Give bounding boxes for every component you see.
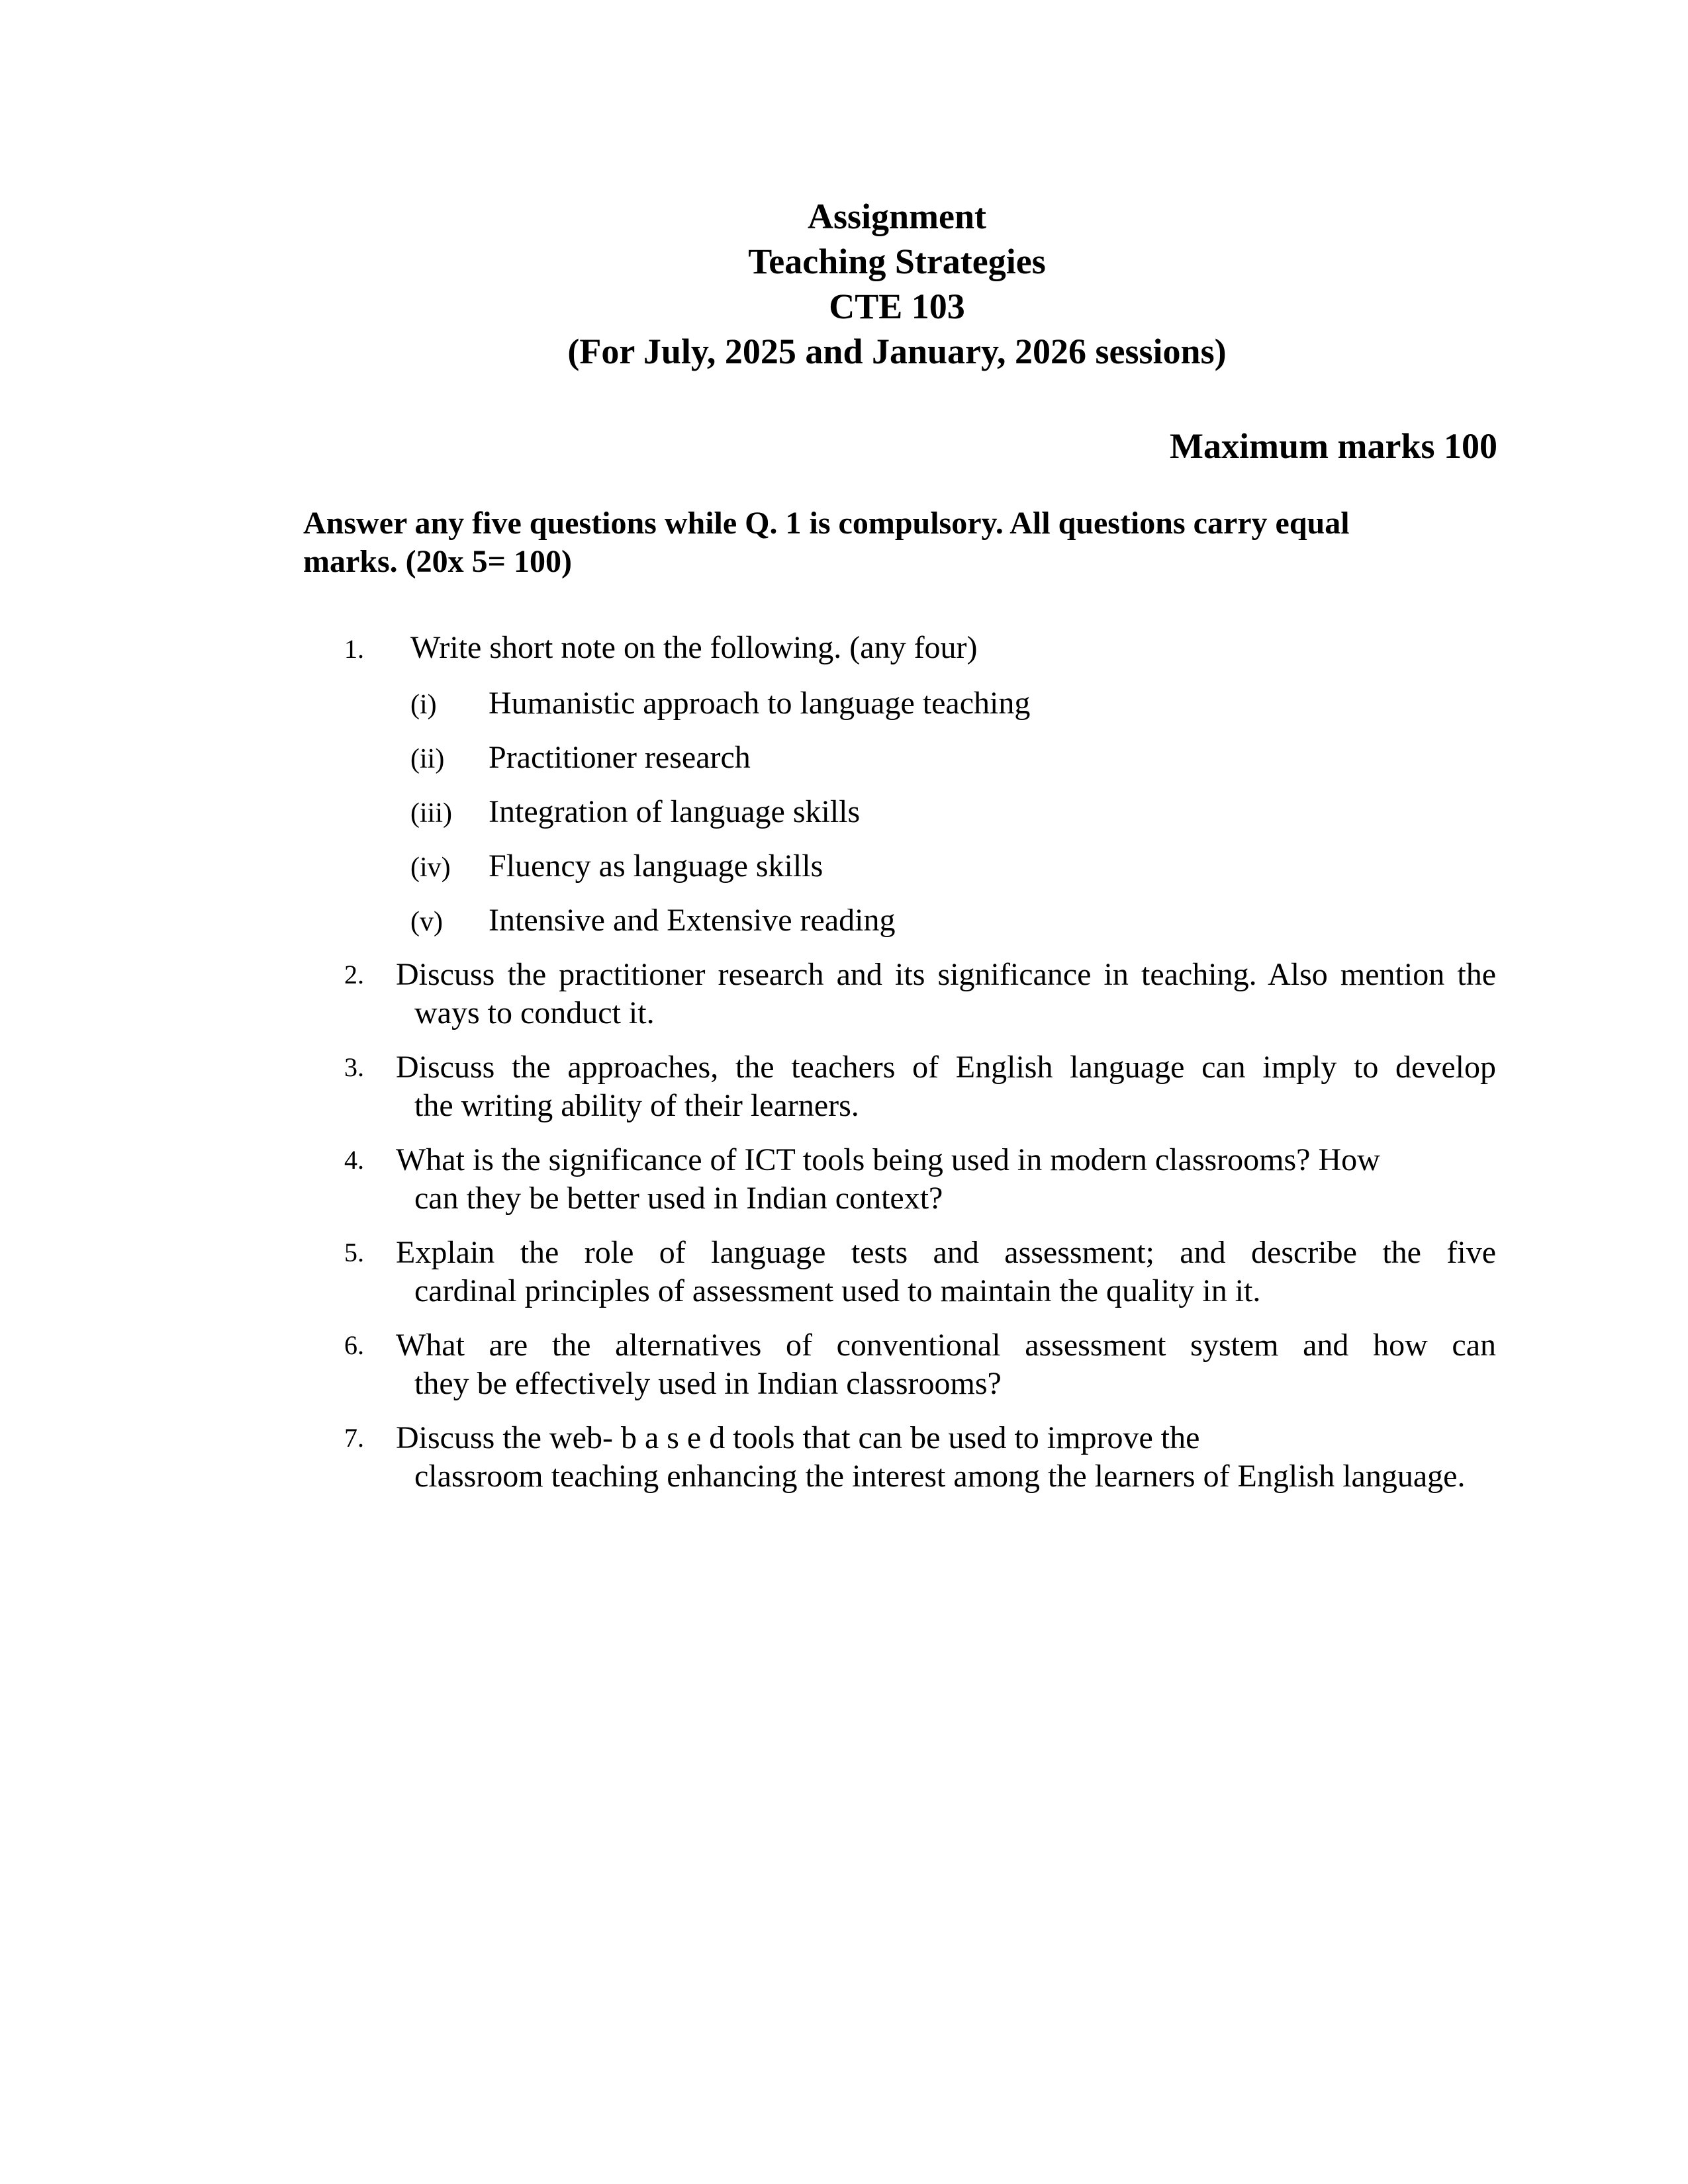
question-line: Discuss the practitioner research and its significance in teaching. Also mention the (396, 957, 1496, 992)
sub-item (410, 739, 1536, 793)
question-line: What are the alternatives of conventional assessment system and how can (396, 1328, 1496, 1363)
document-header (0, 194, 1688, 374)
sub-item-text: Integration of language skills (489, 794, 861, 829)
question-list (344, 956, 1496, 1512)
question-line: Discuss the approaches, the teachers of English language can imply to develop (396, 1050, 1496, 1085)
question-3 (344, 1048, 1496, 1125)
question-continuation: the writing ability of their learners. (414, 1088, 859, 1123)
maximum-marks: Maximum marks 100 (1170, 426, 1497, 466)
question-number: 5. (344, 1238, 364, 1267)
question-continuation: ways to conduct it. (414, 995, 655, 1030)
question-text (396, 956, 1496, 1032)
sub-item-label: (iv) (410, 852, 451, 883)
sub-item (410, 847, 1536, 901)
question-text (396, 1234, 1496, 1310)
question-2 (344, 956, 1496, 1032)
sub-item (410, 901, 1536, 956)
question-1 (344, 629, 1536, 668)
question-7 (344, 1419, 1496, 1496)
instructions: Answer any five questions while Q. 1 is compulsory. All questions carry equal marks. (20x 5= 100) (303, 506, 1350, 579)
question-6 (344, 1326, 1496, 1403)
question-4 (344, 1141, 1496, 1218)
header-course-code: CTE 103 (829, 287, 965, 326)
question-text (396, 1419, 1496, 1496)
question-continuation: classroom teaching enhancing the interest among the learners of English language. (414, 1459, 1466, 1494)
question-line: Discuss the web- b a s e d tools that can be used to improve the (396, 1420, 1200, 1455)
question-text (396, 1326, 1496, 1403)
sub-item-label: (iii) (410, 798, 452, 829)
sub-item-label: (i) (410, 690, 437, 720)
question-continuation: can they be better used in Indian context? (414, 1181, 943, 1216)
question-text (396, 1141, 1496, 1218)
sub-item (410, 684, 1536, 739)
sub-item-text: Practitioner research (489, 740, 751, 775)
question-number: 1. (344, 634, 364, 664)
question-number: 4. (344, 1145, 364, 1175)
question-text (396, 1048, 1496, 1125)
sub-item-label: (ii) (410, 744, 445, 774)
question-continuation: they be effectively used in Indian classrooms? (414, 1366, 1002, 1401)
header-course-name: Teaching Strategies (748, 242, 1046, 281)
sub-item-text: Fluency as language skills (489, 848, 823, 884)
question-1-sub-items (410, 684, 1536, 956)
question-number: 2. (344, 960, 364, 989)
question-5 (344, 1234, 1496, 1310)
question-line: What is the significance of ICT tools being used in modern classrooms? How (396, 1142, 1380, 1177)
sub-item-text: Humanistic approach to language teaching (489, 686, 1031, 721)
question-number: 6. (344, 1330, 364, 1360)
sub-item-label: (v) (410, 907, 443, 937)
header-title: Assignment (807, 197, 987, 236)
question-number: 3. (344, 1052, 364, 1082)
question-continuation: cardinal principles of assessment used to maintain the quality in it. (414, 1273, 1261, 1308)
question-line: Explain the role of language tests and assessment; and describe the five (396, 1235, 1496, 1270)
sub-item-text: Intensive and Extensive reading (489, 903, 896, 938)
question-number: 7. (344, 1423, 364, 1453)
header-sessions: (For July, 2025 and January, 2026 sessions) (567, 332, 1227, 371)
sub-item (410, 793, 1536, 847)
question-text: Write short note on the following. (any four) (410, 630, 978, 665)
